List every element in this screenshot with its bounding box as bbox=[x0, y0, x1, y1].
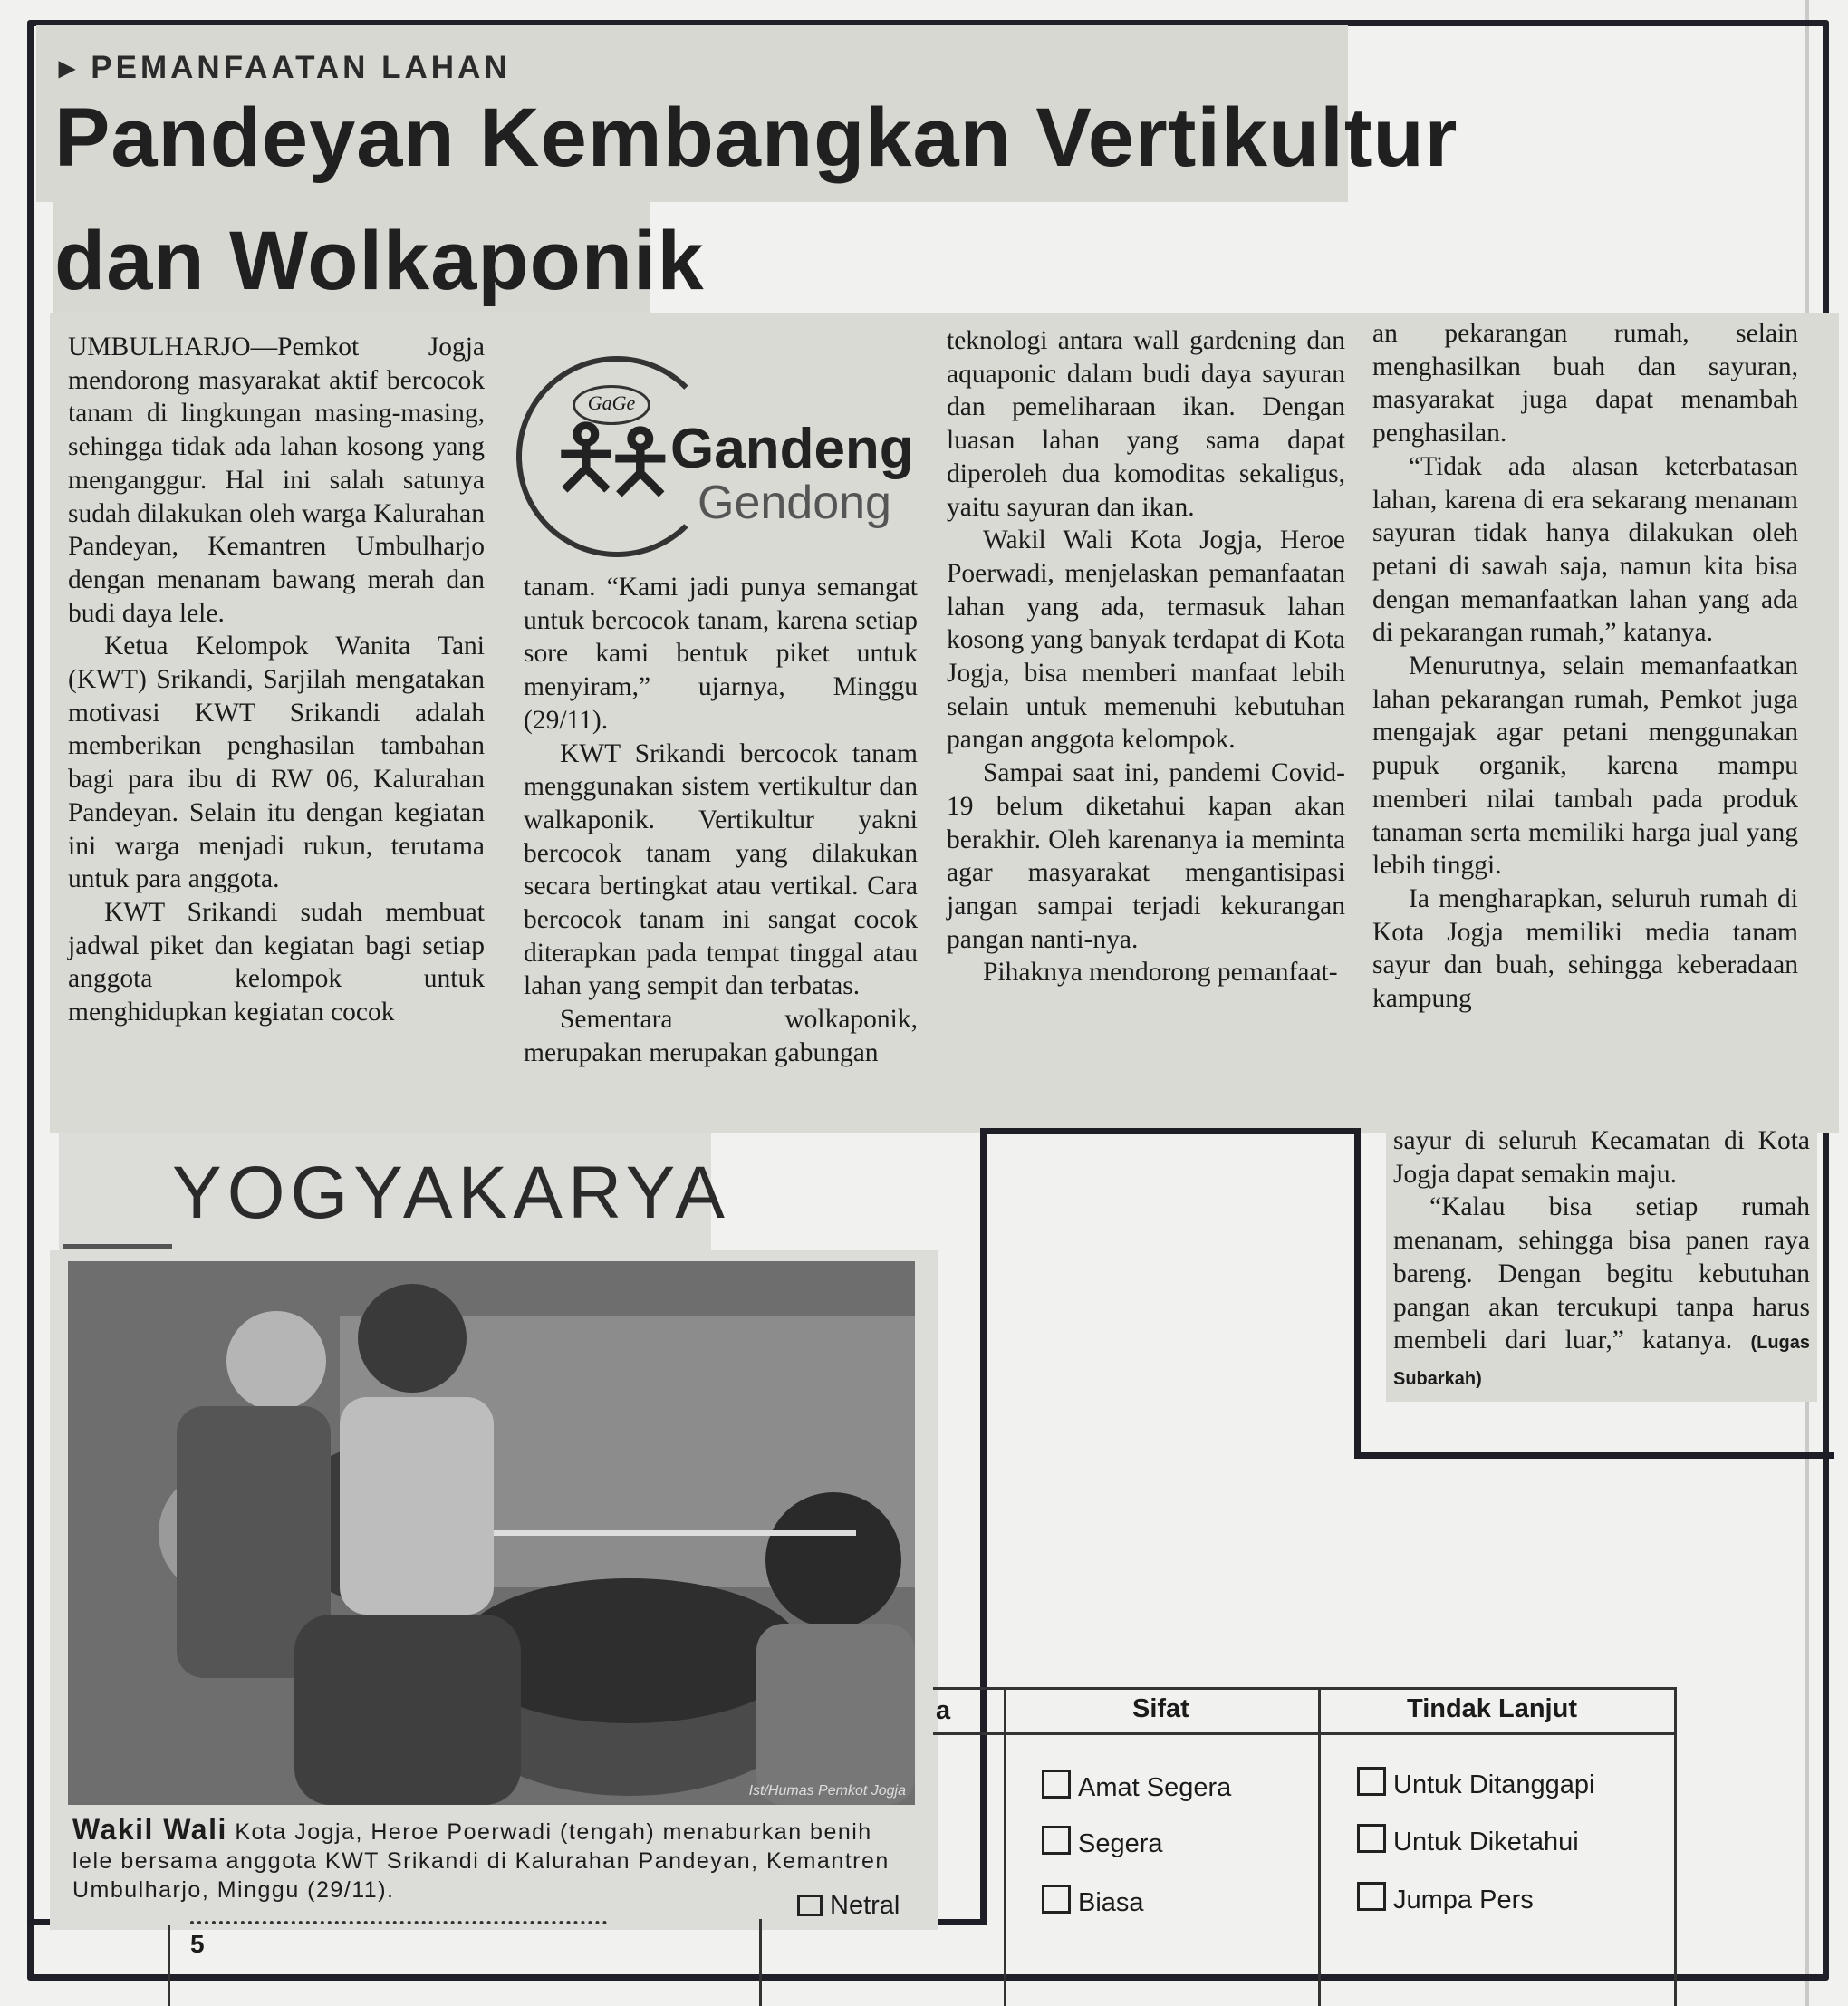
table-col-divider bbox=[1318, 1687, 1321, 2006]
logo-badge: GaGe bbox=[573, 385, 650, 425]
page-digit: 5 bbox=[190, 1930, 205, 1958]
table-left-line bbox=[759, 1919, 762, 2006]
option-netral[interactable] bbox=[797, 1891, 900, 1921]
table-col-divider bbox=[1004, 1687, 1006, 2006]
option-label: Jumpa Pers bbox=[1393, 1885, 1534, 1914]
option-label: Segera bbox=[1078, 1829, 1163, 1858]
section-banner-rule bbox=[63, 1244, 172, 1249]
checkbox[interactable] bbox=[1042, 1826, 1071, 1855]
article-column-2 bbox=[524, 571, 918, 1070]
kicker-text: PEMANFAATAN LAHAN bbox=[91, 50, 511, 85]
paragraph: Sampai saat ini, pandemi Covid-19 belum diketahui kapan akan berakhir. Oleh karenanya ia meminta agar masyarakat mengantisipasi jangan sampai terjadi kekurangan pangan nanti-nya. bbox=[947, 758, 1345, 954]
paragraph: Wakil Wali Kota Jogja, Heroe Poerwadi, menjelaskan pemanfaatan lahan yang ada, termasuk lahan kosong yang banyak terdapat di Kota Jogja, bisa memberi manfaat lebih selain untuk memenuhi kebutuhan pangan anggota kelompok. bbox=[947, 526, 1345, 755]
dancer-figure-icon: 🯅 bbox=[602, 414, 679, 510]
paragraph: Ketua Kelompok Wanita Tani (KWT) Srikandi, Sarjilah mengatakan motivasi KWT Srikandi adalah memberikan penghasilan tambahan bagi para ibu di RW 06, Kalurahan Pandeyan. Selain itu dengan kegiatan ini warga menjadi rukun, terutama untuk para anggota. bbox=[68, 632, 485, 894]
table-top-border bbox=[933, 1687, 1676, 1690]
option-jumpa-pers[interactable] bbox=[1357, 1882, 1534, 1915]
paragraph: tanam. “Kami jadi punya semangat untuk bercocok tanam, karena setiap sore kami bentuk piket untuk menyiram,” ujarnya, Minggu (29/11). bbox=[524, 573, 918, 735]
paragraph: UMBULHARJO—Pemkot Jogja mendorong masyarakat aktif bercocok tanam di lingkungan masing-masing, sehingga tidak ada lahan kosong yang menganggur. Hal ini salah satunya sudah dilakukan oleh warga Kalurahan Pandeyan, Kemantren Umbulharjo dengan menanam bawang merah dan budi daya lele. bbox=[68, 333, 485, 628]
checkbox[interactable] bbox=[1357, 1882, 1386, 1911]
table-header-divider bbox=[933, 1732, 1676, 1735]
paragraph: Ia mengharapkan, seluruh rumah di Kota Jogja memiliki media tanam sayur dan buah, sehingga keberadaan kampung bbox=[1372, 883, 1798, 1014]
blank-box-inner-border bbox=[1354, 1128, 1361, 1459]
news-photo bbox=[68, 1261, 915, 1805]
table-left-line bbox=[168, 1925, 170, 2006]
option-label: Amat Segera bbox=[1078, 1773, 1232, 1802]
option-amat-segera[interactable] bbox=[1042, 1770, 1231, 1803]
photo-credit: Ist/Humas Pemkot Jogja bbox=[748, 1783, 906, 1799]
option-untuk-diketahui[interactable] bbox=[1357, 1824, 1579, 1857]
checkbox[interactable] bbox=[1357, 1767, 1386, 1796]
paragraph: KWT Srikandi sudah membuat jadwal piket dan kegiatan bagi setiap anggota kelompok untuk menghidupkan kegiatan cocok bbox=[68, 897, 485, 1027]
dancer-figure-icon: 🯅 bbox=[548, 410, 624, 506]
paragraph: sayur di seluruh Kecamatan di Kota Jogja dapat semakin maju. bbox=[1393, 1126, 1810, 1189]
paragraph: an pekarangan rumah, selain menghasilkan buah dan sayuran, masyarakat juga dapat menambah penghasilan. bbox=[1372, 319, 1798, 448]
option-label: Untuk Ditanggapi bbox=[1393, 1770, 1595, 1799]
paragraph: “Tidak ada alasan keterbatasan lahan, karena di era sekarang menanam sayuran tidak hanya dilakukan oleh petani di sawah saja, namun kita bisa dengan memanfaatkan lahan yang ada di pekarangan rumah,” katanya. bbox=[1372, 451, 1798, 648]
option-label: Biasa bbox=[1078, 1888, 1144, 1917]
paragraph: teknologi antara wall gardening dan aquaponic dalam budi daya sayuran dan pemeliharaan ikan. Dengan luasan lahan yang sama dapat diperoleh dua komoditas sekaligus, yaitu sayuran dan ikan. bbox=[947, 326, 1345, 522]
photo-caption bbox=[72, 1815, 919, 1905]
paragraph: Pihaknya mendorong pemanfaat- bbox=[983, 958, 1338, 988]
checkbox[interactable] bbox=[1042, 1885, 1071, 1914]
table-right-border bbox=[1674, 1687, 1677, 2006]
checkbox[interactable] bbox=[1042, 1770, 1071, 1799]
blank-box-left-border bbox=[980, 1128, 987, 1925]
kicker: ▸ PEMANFAATAN LAHAN bbox=[59, 50, 511, 85]
option-segera[interactable] bbox=[1042, 1826, 1163, 1859]
byline: (Lugas Subarkah) bbox=[1393, 1333, 1811, 1389]
option-label: Untuk Diketahui bbox=[1393, 1828, 1579, 1857]
paragraph: Menurutnya, selain memanfaatkan lahan pekarangan rumah, Pemkot juga mengajak agar petani menggunakan pupuk organik, karena mampu memberi nilai tambah pada produk tanaman serta memiliki harga jual yang lebih tinggi. bbox=[1372, 651, 1798, 881]
article-column-3 bbox=[947, 324, 1345, 989]
paragraph: Sementara wolkaponik, merupakan merupakan gabungan bbox=[524, 1005, 918, 1067]
option-label: Netral bbox=[830, 1891, 900, 1920]
paragraph: KWT Srikandi bercocok tanam menggunakan sistem vertikultur dan walkaponik. Vertikultur yakni bercocok tanam yang dilakukan secara bertingkat atau vertikal. Cara bercocok tanam ini sangat cocok diterapkan pada tempat tinggal atau lahan yang sempit dan terbatas. bbox=[524, 738, 918, 1001]
article-column-1 bbox=[68, 331, 485, 1029]
article-column-4-continued bbox=[1386, 1119, 1817, 1402]
headline-line1: Pandeyan Kembangkan Vertikultur bbox=[54, 92, 1458, 184]
gandeng-gendong-logo bbox=[516, 349, 919, 553]
caption-lead: Wakil Wali bbox=[72, 1813, 227, 1846]
blank-box-top-border bbox=[980, 1128, 1361, 1134]
photo-illustration bbox=[68, 1261, 915, 1805]
tindak-lanjut-header: Tindak Lanjut bbox=[1407, 1694, 1577, 1723]
paragraph bbox=[1393, 1191, 1810, 1395]
caption-text: Kota Jogja, Heroe Poerwadi (tengah) menaburkan benih lele bersama anggota KWT Srikandi di Kalurahan Pandeyan, Kemantren Umbulharjo, Minggu (29/11). bbox=[72, 1819, 890, 1903]
column-partial-header: a bbox=[936, 1696, 951, 1725]
logo-text-gandeng: Gandeng bbox=[670, 418, 914, 480]
blank-box-bottom-border bbox=[1354, 1452, 1834, 1459]
dotted-line bbox=[190, 1921, 607, 1924]
article-column-4 bbox=[1372, 317, 1798, 1016]
sifat-header: Sifat bbox=[1132, 1694, 1189, 1723]
quote-text: “Kalau bisa setiap rumah menanam, sehingga bisa panen raya bareng. Dengan begitu kebutuhan pangan akan tercukupi tanpa harus membeli dari luar,” katanya. bbox=[1393, 1192, 1810, 1355]
checkbox[interactable] bbox=[1357, 1824, 1386, 1853]
option-biasa[interactable] bbox=[1042, 1885, 1144, 1918]
checkbox[interactable] bbox=[797, 1895, 823, 1916]
headline-line2: dan Wolkaponik bbox=[54, 215, 705, 307]
option-untuk-ditanggapi[interactable] bbox=[1357, 1767, 1594, 1800]
section-banner: YOGYAKARYA bbox=[172, 1152, 730, 1234]
logo-text-gendong: Gendong bbox=[698, 477, 891, 529]
